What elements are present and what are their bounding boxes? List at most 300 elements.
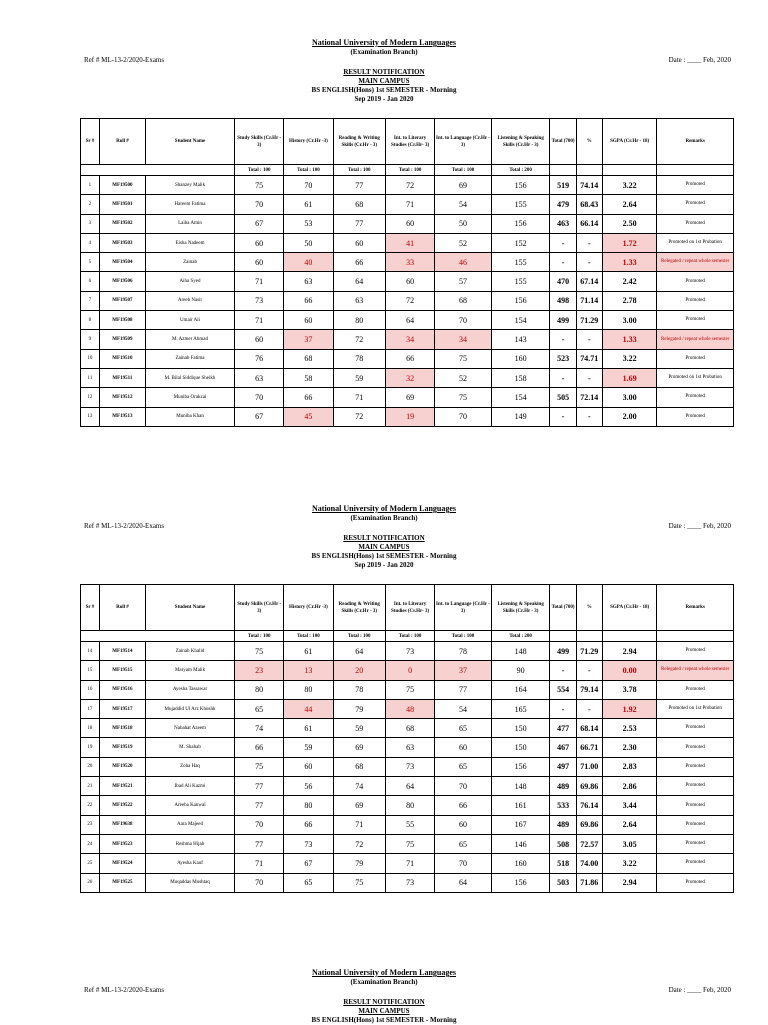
total-language: Total : 100 [435, 165, 492, 176]
student-name-cell: Ayesha Tassawar [145, 680, 234, 699]
mark-study-cell: 70 [235, 195, 284, 214]
campus-label: MAIN CAMPUS [358, 1007, 410, 1015]
sr-cell: 26 [81, 873, 100, 892]
remarks-cell: Relegated / repeat whole semester [657, 253, 734, 272]
mark-listening-cell: 156 [491, 757, 550, 776]
sr-cell: 2 [81, 195, 100, 214]
percent-cell: 68.14 [576, 719, 602, 738]
mark-history-cell: 61 [284, 642, 333, 661]
remarks-cell: Promoted on 1st Probation [657, 368, 734, 387]
mark-reading-cell: 63 [333, 291, 385, 310]
col-reading-writing: Reading & Writing Skills (Cr.Hr - 3) [333, 585, 385, 631]
table-row [81, 407, 734, 426]
percent-cell: 69.86 [576, 777, 602, 796]
mark-literary-cell: 64 [385, 311, 434, 330]
table-row [81, 757, 734, 776]
sgpa-cell: 3.22 [602, 176, 657, 195]
university-name: National University of Modern Languages [312, 968, 456, 977]
percent-cell: 74.71 [576, 349, 602, 368]
col-literary-studies: Int. to Literary Studies (Cr.Hr- 3) [385, 585, 434, 631]
roll-cell: MF19514 [99, 642, 145, 661]
mark-literary-cell: 73 [385, 642, 434, 661]
sheet-header [0, 504, 768, 522]
remarks-cell: Promoted [657, 388, 734, 407]
table-row [81, 368, 734, 387]
total-cell: 463 [550, 214, 576, 233]
mark-history-cell: 61 [284, 719, 333, 738]
mark-language-cell: 50 [435, 214, 492, 233]
total-listening: Total : 200 [491, 165, 550, 176]
sgpa-cell: 2.53 [602, 719, 657, 738]
mark-history-cell: 59 [284, 738, 333, 757]
col-literary-studies: Int. to Literary Studies (Cr.Hr- 3) [385, 119, 434, 165]
roll-cell: MF19503 [99, 233, 145, 252]
remarks-cell: Promoted [657, 642, 734, 661]
table-row [81, 680, 734, 699]
mark-history-cell: 70 [284, 176, 333, 195]
mark-history-cell: 63 [284, 272, 333, 291]
mark-listening-cell: 146 [491, 834, 550, 853]
col-name: Student Name [145, 585, 234, 631]
student-name-cell: Hareem Fatima [145, 195, 234, 214]
col-study-skills: Study Skills (Cr.Hr - 3) [235, 119, 284, 165]
sgpa-cell: 0.00 [602, 661, 657, 680]
mark-history-cell: 60 [284, 311, 333, 330]
col-roll: Roll # [99, 585, 145, 631]
table-row [81, 388, 734, 407]
mark-listening-cell: 150 [491, 738, 550, 757]
mark-literary-cell: 72 [385, 176, 434, 195]
student-name-cell: Areeba Kanwal [145, 796, 234, 815]
mark-study-cell: 70 [235, 815, 284, 834]
percent-cell: 71.86 [576, 873, 602, 892]
mark-study-cell: 60 [235, 233, 284, 252]
roll-cell: MF19519 [99, 738, 145, 757]
university-name: National University of Modern Languages [312, 504, 456, 513]
sgpa-cell: 3.78 [602, 680, 657, 699]
roll-cell: MF19515 [99, 661, 145, 680]
sr-cell: 1 [81, 176, 100, 195]
mark-language-cell: 65 [435, 757, 492, 776]
student-name-cell: Zainab Khalid [145, 642, 234, 661]
mark-history-cell: 80 [284, 680, 333, 699]
mark-reading-cell: 75 [333, 873, 385, 892]
mark-study-cell: 70 [235, 873, 284, 892]
table-row [81, 176, 734, 195]
mark-listening-cell: 156 [491, 214, 550, 233]
sgpa-cell: 2.83 [602, 757, 657, 776]
mark-study-cell: 77 [235, 834, 284, 853]
mark-listening-cell: 160 [491, 854, 550, 873]
mark-study-cell: 77 [235, 777, 284, 796]
date-field: Date : ____ Feb, 2020 [668, 522, 731, 530]
roll-cell: MF19502 [99, 214, 145, 233]
percent-cell: 71.00 [576, 757, 602, 776]
mark-study-cell: 67 [235, 214, 284, 233]
roll-cell: MF19510 [99, 349, 145, 368]
total-literary: Total : 100 [385, 165, 434, 176]
sr-cell: 20 [81, 757, 100, 776]
mark-reading-cell: 68 [333, 195, 385, 214]
mark-literary-cell: 71 [385, 854, 434, 873]
sgpa-cell: 1.69 [602, 368, 657, 387]
student-name-cell: Nabahat Azeem [145, 719, 234, 738]
mark-study-cell: 80 [235, 680, 284, 699]
mark-reading-cell: 69 [333, 738, 385, 757]
roll-cell: MF19522 [99, 796, 145, 815]
student-name-cell: Muqaddas Mushtaq [145, 873, 234, 892]
mark-listening-cell: 154 [491, 311, 550, 330]
mark-listening-cell: 156 [491, 291, 550, 310]
total-literary: Total : 100 [385, 631, 434, 642]
mark-listening-cell: 161 [491, 796, 550, 815]
mark-literary-cell: 33 [385, 253, 434, 272]
roll-cell: MF19501 [99, 195, 145, 214]
remarks-cell: Promoted [657, 854, 734, 873]
mark-listening-cell: 143 [491, 330, 550, 349]
mark-reading-cell: 74 [333, 777, 385, 796]
student-name-cell: Maryam Malik [145, 661, 234, 680]
mark-study-cell: 77 [235, 796, 284, 815]
sgpa-cell: 3.00 [602, 388, 657, 407]
student-name-cell: Zainab [145, 253, 234, 272]
student-name-cell: Zainab Fatima [145, 349, 234, 368]
total-study: Total : 100 [235, 165, 284, 176]
remarks-cell: Promoted [657, 176, 734, 195]
remarks-cell: Promoted [657, 757, 734, 776]
total-cell: 503 [550, 873, 576, 892]
mark-reading-cell: 77 [333, 214, 385, 233]
table-row [81, 349, 734, 368]
student-name-cell: Muniba Khan [145, 407, 234, 426]
mark-literary-cell: 73 [385, 873, 434, 892]
mark-literary-cell: 66 [385, 349, 434, 368]
sheet-header [0, 968, 768, 986]
total-cell: 497 [550, 757, 576, 776]
mark-history-cell: 50 [284, 233, 333, 252]
roll-cell: MF19518 [99, 719, 145, 738]
table-row [81, 311, 734, 330]
result-sheet-3 [0, 968, 768, 1025]
roll-cell: MF19521 [99, 777, 145, 796]
percent-cell: 76.14 [576, 796, 602, 815]
mark-language-cell: 66 [435, 796, 492, 815]
mark-history-cell: 66 [284, 388, 333, 407]
table-row [81, 214, 734, 233]
sr-cell: 3 [81, 214, 100, 233]
result-table-1 [80, 118, 734, 427]
remarks-cell: Promoted [657, 815, 734, 834]
mark-reading-cell: 66 [333, 253, 385, 272]
column-header-row [81, 119, 734, 165]
sr-cell: 25 [81, 854, 100, 873]
mark-listening-cell: 164 [491, 680, 550, 699]
percent-cell: 66.71 [576, 738, 602, 757]
total-cell: - [550, 233, 576, 252]
mark-language-cell: 69 [435, 176, 492, 195]
mark-reading-cell: 68 [333, 757, 385, 776]
mark-listening-cell: 160 [491, 349, 550, 368]
mark-language-cell: 37 [435, 661, 492, 680]
mark-literary-cell: 69 [385, 388, 434, 407]
col-sgpa: SGPA (Cr.Hr - 18) [602, 119, 657, 165]
mark-language-cell: 46 [435, 253, 492, 272]
mark-reading-cell: 71 [333, 388, 385, 407]
mark-study-cell: 73 [235, 291, 284, 310]
sr-cell: 5 [81, 253, 100, 272]
sr-cell: 18 [81, 719, 100, 738]
student-name-cell: Reshma Hijab [145, 834, 234, 853]
table-row [81, 719, 734, 738]
percent-cell: 72.14 [576, 388, 602, 407]
mark-study-cell: 75 [235, 176, 284, 195]
totals-row [81, 631, 734, 642]
remarks-cell: Promoted on 1st Probation [657, 699, 734, 718]
total-cell: 489 [550, 777, 576, 796]
mark-literary-cell: 80 [385, 796, 434, 815]
mark-listening-cell: 150 [491, 719, 550, 738]
ref-date-line [0, 56, 768, 68]
total-cell: 523 [550, 349, 576, 368]
mark-history-cell: 67 [284, 854, 333, 873]
sgpa-cell: 2.94 [602, 642, 657, 661]
remarks-cell: Promoted [657, 777, 734, 796]
mark-reading-cell: 64 [333, 642, 385, 661]
mark-literary-cell: 64 [385, 777, 434, 796]
mark-study-cell: 74 [235, 719, 284, 738]
mark-study-cell: 70 [235, 388, 284, 407]
percent-cell: 71.14 [576, 291, 602, 310]
mark-literary-cell: 60 [385, 214, 434, 233]
sr-cell: 23 [81, 815, 100, 834]
mark-reading-cell: 79 [333, 854, 385, 873]
mark-listening-cell: 155 [491, 272, 550, 291]
mark-study-cell: 60 [235, 330, 284, 349]
sgpa-cell: 2.50 [602, 214, 657, 233]
mark-history-cell: 58 [284, 368, 333, 387]
mark-language-cell: 52 [435, 233, 492, 252]
mark-language-cell: 75 [435, 349, 492, 368]
student-name-cell: M. Azmer Ahmad [145, 330, 234, 349]
total-cell: 533 [550, 796, 576, 815]
mark-language-cell: 60 [435, 815, 492, 834]
ref-date-line [0, 986, 768, 998]
mark-reading-cell: 72 [333, 834, 385, 853]
mark-reading-cell: 60 [333, 233, 385, 252]
total-cell: - [550, 699, 576, 718]
sgpa-cell: 2.86 [602, 777, 657, 796]
table-row [81, 253, 734, 272]
total-cell: - [550, 253, 576, 272]
mark-listening-cell: 152 [491, 233, 550, 252]
branch-name: (Examination Branch) [350, 514, 418, 522]
remarks-cell: Promoted [657, 195, 734, 214]
notification-label: RESULT NOTIFICATION [343, 68, 425, 76]
remarks-cell: Promoted [657, 272, 734, 291]
col-language: Int. to Language (Cr.Hr - 3) [435, 119, 492, 165]
student-name-cell: Eisha Nadeem [145, 233, 234, 252]
sgpa-cell: 3.44 [602, 796, 657, 815]
remarks-cell: Promoted [657, 796, 734, 815]
percent-cell: 67.14 [576, 272, 602, 291]
mark-language-cell: 70 [435, 854, 492, 873]
sgpa-cell: 2.94 [602, 873, 657, 892]
mark-history-cell: 66 [284, 815, 333, 834]
percent-cell: 71.29 [576, 311, 602, 330]
total-cell: - [550, 330, 576, 349]
mark-literary-cell: 63 [385, 738, 434, 757]
total-cell: 489 [550, 815, 576, 834]
student-name-cell: Umair Ali [145, 311, 234, 330]
percent-cell: - [576, 368, 602, 387]
mark-study-cell: 63 [235, 368, 284, 387]
table-row [81, 195, 734, 214]
mark-literary-cell: 71 [385, 195, 434, 214]
remarks-cell: Promoted [657, 349, 734, 368]
mark-reading-cell: 78 [333, 680, 385, 699]
mark-study-cell: 23 [235, 661, 284, 680]
mark-language-cell: 54 [435, 699, 492, 718]
mark-literary-cell: 75 [385, 680, 434, 699]
roll-cell: MF19509 [99, 330, 145, 349]
mark-study-cell: 67 [235, 407, 284, 426]
sr-cell: 16 [81, 680, 100, 699]
sgpa-cell: 1.33 [602, 330, 657, 349]
mark-literary-cell: 32 [385, 368, 434, 387]
table-row [81, 796, 734, 815]
roll-cell: MF19517 [99, 699, 145, 718]
col-total: Total (700) [550, 119, 576, 165]
roll-cell: MF19638 [99, 815, 145, 834]
mark-history-cell: 44 [284, 699, 333, 718]
mark-reading-cell: 59 [333, 719, 385, 738]
total-history: Total : 100 [284, 165, 333, 176]
remarks-cell: Promoted [657, 214, 734, 233]
mark-listening-cell: 155 [491, 253, 550, 272]
column-header-row [81, 585, 734, 631]
remarks-cell: Promoted [657, 719, 734, 738]
mark-study-cell: 75 [235, 757, 284, 776]
program-label: BS ENGLISH(Hons) 1st SEMESTER - Morning [311, 552, 457, 560]
col-listening-speaking: Listening & Speaking Skills (Cr.Hr - 3) [491, 119, 550, 165]
col-language: Int. to Language (Cr.Hr - 3) [435, 585, 492, 631]
mark-study-cell: 66 [235, 738, 284, 757]
notification-title [0, 998, 768, 1025]
mark-reading-cell: 78 [333, 349, 385, 368]
program-label: BS ENGLISH(Hons) 1st SEMESTER - Morning [311, 86, 457, 94]
sgpa-cell: 1.72 [602, 233, 657, 252]
roll-cell: MF19500 [99, 176, 145, 195]
percent-cell: - [576, 330, 602, 349]
col-reading-writing: Reading & Writing Skills (Cr.Hr - 3) [333, 119, 385, 165]
remarks-cell: Promoted [657, 873, 734, 892]
university-name: National University of Modern Languages [312, 38, 456, 47]
total-cell: 505 [550, 388, 576, 407]
mark-study-cell: 71 [235, 272, 284, 291]
total-cell: - [550, 368, 576, 387]
mark-language-cell: 52 [435, 368, 492, 387]
mark-literary-cell: 68 [385, 719, 434, 738]
ref-number: Ref # ML-13-2/2020-Exams [84, 986, 165, 994]
percent-cell: 68.43 [576, 195, 602, 214]
table-row [81, 699, 734, 718]
total-cell: - [550, 407, 576, 426]
date-field: Date : ____ Feb, 2020 [668, 986, 731, 994]
percent-cell: 72.57 [576, 834, 602, 853]
sgpa-cell: 2.30 [602, 738, 657, 757]
mark-history-cell: 61 [284, 195, 333, 214]
total-cell: 518 [550, 854, 576, 873]
col-percent: % [576, 119, 602, 165]
roll-cell: MF19506 [99, 272, 145, 291]
notification-title [0, 68, 768, 104]
remarks-cell: Promoted on 1st Probation [657, 233, 734, 252]
mark-listening-cell: 148 [491, 777, 550, 796]
mark-language-cell: 64 [435, 873, 492, 892]
total-cell: 479 [550, 195, 576, 214]
student-name-cell: Mujaddid Ul Arz Khushk [145, 699, 234, 718]
col-history: History (Cr.Hr -3) [284, 585, 333, 631]
branch-name: (Examination Branch) [350, 48, 418, 56]
percent-cell: - [576, 253, 602, 272]
percent-cell: - [576, 661, 602, 680]
mark-history-cell: 40 [284, 253, 333, 272]
roll-cell: MF19511 [99, 368, 145, 387]
result-rows-2 [81, 642, 734, 893]
mark-reading-cell: 80 [333, 311, 385, 330]
table-row [81, 233, 734, 252]
mark-language-cell: 34 [435, 330, 492, 349]
student-name-cell: Ibad Ali Kazmi [145, 777, 234, 796]
session-label: Sep 2019 - Jan 2020 [354, 561, 414, 569]
mark-reading-cell: 72 [333, 407, 385, 426]
total-cell: 477 [550, 719, 576, 738]
col-sgpa: SGPA (Cr.Hr - 18) [602, 585, 657, 631]
roll-cell: MF19513 [99, 407, 145, 426]
mark-listening-cell: 148 [491, 642, 550, 661]
table-row [81, 834, 734, 853]
mark-history-cell: 45 [284, 407, 333, 426]
mark-language-cell: 70 [435, 311, 492, 330]
total-cell: 519 [550, 176, 576, 195]
mark-reading-cell: 77 [333, 176, 385, 195]
sr-cell: 15 [81, 661, 100, 680]
mark-history-cell: 56 [284, 777, 333, 796]
mark-reading-cell: 72 [333, 330, 385, 349]
mark-language-cell: 65 [435, 834, 492, 853]
mark-literary-cell: 48 [385, 699, 434, 718]
mark-study-cell: 65 [235, 699, 284, 718]
col-sr: Sr # [81, 585, 100, 631]
sheet-header [0, 38, 768, 56]
percent-cell: 79.14 [576, 680, 602, 699]
sr-cell: 9 [81, 330, 100, 349]
ref-date-line [0, 522, 768, 534]
mark-language-cell: 78 [435, 642, 492, 661]
roll-cell: MF19508 [99, 311, 145, 330]
mark-language-cell: 70 [435, 407, 492, 426]
roll-cell: MF19524 [99, 854, 145, 873]
roll-cell: MF19504 [99, 253, 145, 272]
sr-cell: 21 [81, 777, 100, 796]
remarks-cell: Promoted [657, 738, 734, 757]
total-language: Total : 100 [435, 631, 492, 642]
mark-reading-cell: 79 [333, 699, 385, 718]
roll-cell: MF19507 [99, 291, 145, 310]
col-percent: % [576, 585, 602, 631]
mark-reading-cell: 64 [333, 272, 385, 291]
sr-cell: 7 [81, 291, 100, 310]
